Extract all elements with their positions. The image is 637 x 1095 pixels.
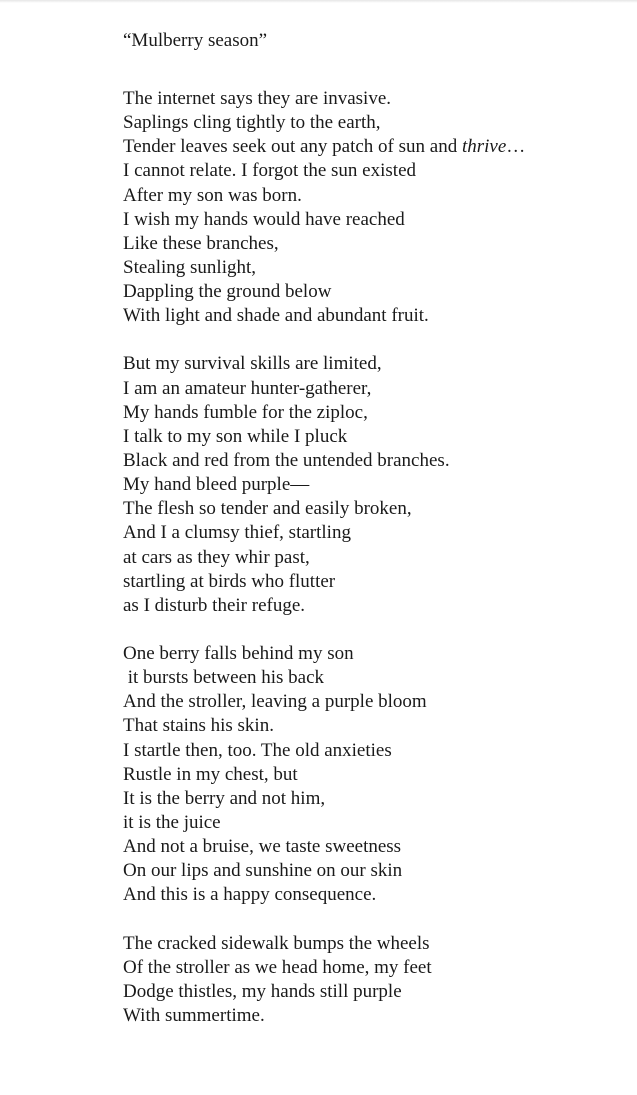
poem-line [123,135,623,159]
poem-line: startling at birds who flutter [123,570,336,592]
poem-line: Black and red from the untended branches. [123,449,450,471]
poem-line: I wish my hands would have reached [123,208,405,230]
stanza-2 [123,352,623,618]
poem-title: “Mulberry season” [123,30,268,51]
poem-line: I talk to my son while I pluck [123,425,348,447]
italic-word: thrive [461,136,507,158]
poem-line: Of the stroller as we head home, my feet [123,956,432,978]
stanza-4 [123,932,623,1029]
poem-line: It is the berry and not him, [123,787,326,809]
poem-line: My hands fumble for the ziploc, [123,401,368,423]
poem-line: After my son was born. [123,184,302,206]
stanza-break [123,618,623,642]
poem-line: With light and shade and abundant fruit. [123,305,429,327]
poem-line: it is the juice [123,811,221,833]
ellipsis: … [506,136,526,158]
stanza-3 [123,642,623,908]
top-divider [0,0,637,3]
poem-line: I am an amateur hunter-gatherer, [123,377,372,399]
poem-line: Saplings cling tightly to the earth, [123,112,381,134]
stanza-1 [123,87,623,328]
poem-line: Dappling the ground below [123,281,332,303]
poem-line: The internet says they are invasive. [123,88,392,109]
stanza-break [123,328,623,352]
poem-line: Like these branches, [123,232,279,254]
poem-line: it bursts between his back [123,667,325,689]
poem-line: as I disturb their refuge. [123,594,306,616]
poem-line: Stealing sunlight, [123,256,256,278]
stanza-break [123,908,623,932]
poem-line: I cannot relate. I forgot the sun existed [123,160,416,182]
poem-line: Dodge thistles, my hands still purple [123,980,402,1002]
poem-line: at cars as they whir past, [123,546,310,568]
poem-line: I startle then, too. The old anxieties [123,739,392,761]
poem-line: With summertime. [123,1004,265,1026]
poem-line: My hand bleed purple— [123,474,310,496]
poem-line: One berry falls behind my son [123,642,354,664]
poem-line: And not a bruise, we taste sweetness [123,836,402,858]
poem-line: But my survival skills are limited, [123,353,382,375]
poem-line: That stains his skin. [123,715,274,737]
poem-line: The cracked sidewalk bumps the wheels [123,932,430,954]
poem-line: On our lips and sunshine on our skin [123,860,403,882]
poem-page [123,29,623,1028]
poem-line: Rustle in my chest, but [123,763,298,785]
title-spacer [123,53,623,87]
poem-line: And I a clumsy thief, startling [123,522,351,544]
poem-line: And this is a happy consequence. [123,884,377,906]
poem-line: The flesh so tender and easily broken, [123,498,412,520]
poem-line-text: Tender leaves seek out any patch of sun and [123,136,462,158]
poem-line: And the stroller, leaving a purple bloom [123,691,427,713]
